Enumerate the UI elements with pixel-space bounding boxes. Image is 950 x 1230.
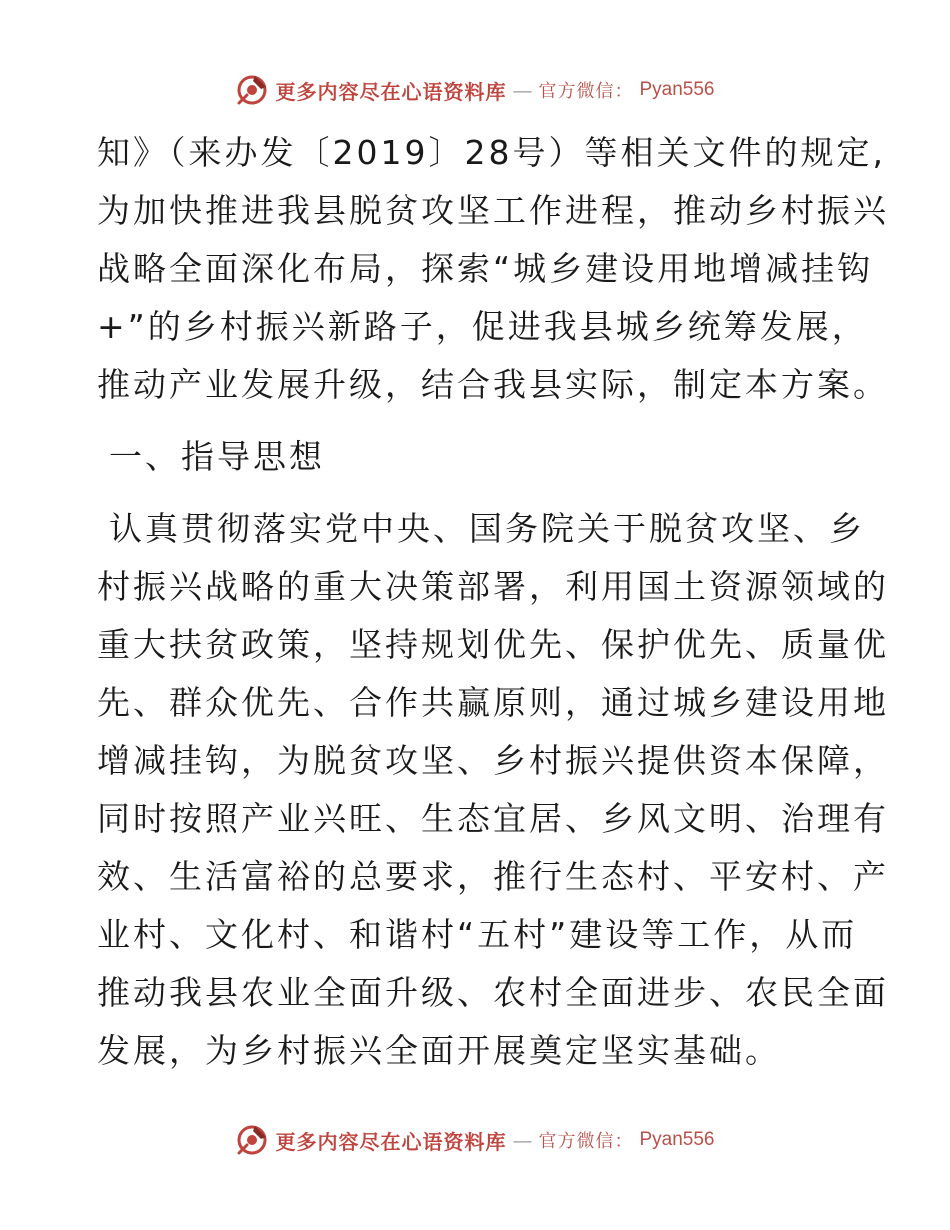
document-body [97,124,889,1080]
paragraph-line: 推动产业发展升级，结合我县实际，制定本方案。 [97,365,889,404]
quill-emblem-icon [235,73,269,107]
paragraph-line: 发展，为乡村振兴全面开展奠定坚实基础。 [97,1031,781,1070]
paragraph-line: 知》（来办发〔2019〕28号）等相关文件的规定, [97,133,886,172]
banner-sub-text: 官方微信： [538,81,634,102]
quill-emblem-icon [235,1123,269,1157]
paragraph-line: 战略全面深化布局，探索“城乡建设用地增减挂钩 [97,249,874,288]
paragraph-line: 增减挂钩，为脱贫攻坚、乡村振兴提供资本保障， [97,741,889,780]
paragraph-line: 为加快推进我县脱贫攻坚工作进程，推动乡村振兴 [97,191,889,230]
banner-wechat-id: Pyan556 [639,1129,715,1150]
paragraph-line: 效、生活富裕的总要求，推行生态村、平安村、产 [97,857,889,896]
banner-sub-text: 官方微信： [538,1131,634,1152]
paragraph-line: 业村、文化村、和谐村“五村”建设等工作，从而 [97,915,858,954]
banner-main-text: 更多内容尽在心语资料库 [275,1129,507,1154]
section-heading: 一、指导思想 [109,437,325,476]
paragraph-line: 同时按照产业兴旺、生态宜居、乡风文明、治理有 [97,799,889,838]
paragraph-line: 村振兴战略的重大决策部署，利用国土资源领域的 [97,567,889,606]
banner-separator: — [512,78,533,102]
banner-separator: — [512,1128,533,1152]
paragraph-line: +”的乡村振兴新路子，促进我县城乡统筹发展， [97,307,868,346]
paragraph-1 [97,124,889,414]
header-banner [0,68,950,112]
paragraph-line: 认真贯彻落实党中央、国务院关于脱贫攻坚、乡 [109,509,865,548]
paragraph-line: 推动我县农业全面升级、农村全面进步、农民全面 [97,973,889,1012]
banner-wechat-id: Pyan556 [639,79,715,100]
paragraph-2 [97,500,889,1080]
banner-main-text: 更多内容尽在心语资料库 [275,79,507,104]
footer-banner [0,1118,950,1162]
paragraph-line: 重大扶贫政策，坚持规划优先、保护优先、质量优 [97,625,889,664]
paragraph-line: 先、群众优先、合作共赢原则，通过城乡建设用地 [97,683,889,722]
